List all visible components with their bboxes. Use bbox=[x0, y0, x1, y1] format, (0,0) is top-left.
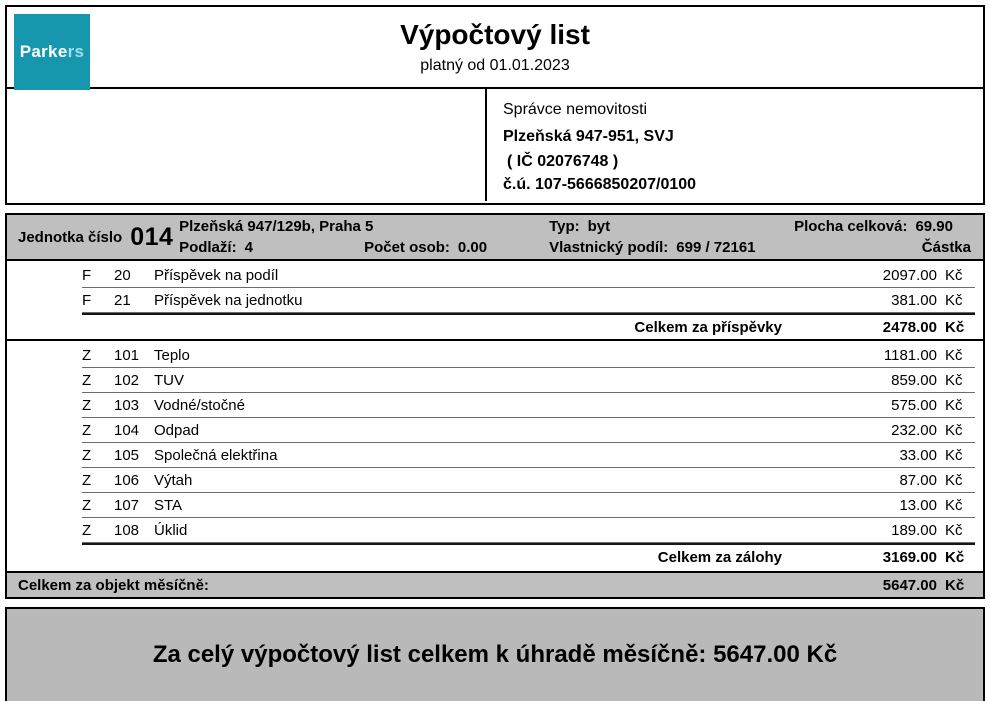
validity-date: platný od 01.01.2023 bbox=[420, 57, 570, 74]
row-currency: Kč bbox=[945, 521, 963, 539]
row-currency: Kč bbox=[945, 291, 963, 309]
recipient-empty-cell bbox=[7, 89, 487, 201]
property-manager-cell bbox=[487, 89, 983, 201]
row-code: 20 bbox=[114, 266, 131, 284]
table-row bbox=[82, 418, 975, 443]
row-label: Úklid bbox=[154, 521, 188, 539]
advances-total-amount: 3169.00 bbox=[882, 548, 937, 566]
row-amount: 232.00 bbox=[891, 421, 937, 439]
row-currency: Kč bbox=[945, 371, 963, 389]
row-code: 21 bbox=[114, 291, 131, 309]
table-row bbox=[82, 393, 975, 418]
table-row bbox=[82, 493, 975, 518]
row-label: Odpad bbox=[154, 421, 200, 439]
contributions-section bbox=[7, 261, 983, 341]
row-currency: Kč bbox=[945, 471, 963, 489]
advances-section bbox=[7, 341, 983, 569]
row-amount: 87.00 bbox=[899, 471, 937, 489]
row-code: 105 bbox=[114, 446, 140, 464]
object-total-label: Celkem za objekt měsíčně: bbox=[18, 576, 209, 594]
row-amount: 1181.00 bbox=[883, 346, 937, 364]
row-flag: Z bbox=[82, 521, 92, 539]
row-label: Teplo bbox=[154, 346, 190, 364]
row-code: 107 bbox=[114, 496, 140, 514]
row-flag: Z bbox=[82, 346, 92, 364]
row-amount: 33.00 bbox=[899, 446, 937, 464]
row-flag: Z bbox=[82, 396, 92, 414]
unit-details bbox=[179, 216, 983, 258]
manager-registration: ( IČ 02076748 ) bbox=[507, 153, 619, 170]
row-currency: Kč bbox=[945, 346, 963, 364]
manager-row bbox=[7, 89, 983, 201]
object-total-currency: Kč bbox=[945, 576, 965, 594]
row-flag: Z bbox=[82, 496, 92, 514]
row-code: 108 bbox=[114, 521, 140, 539]
unit-details-line2 bbox=[179, 237, 983, 258]
unit-type: Typ: byt bbox=[549, 218, 611, 235]
unit-number: 014 bbox=[130, 222, 174, 251]
manager-name: Plzeňská 947-951, SVJ bbox=[503, 128, 674, 145]
row-label: Výtah bbox=[154, 471, 193, 489]
row-flag: F bbox=[82, 291, 92, 309]
table-row bbox=[82, 368, 975, 393]
object-total-band bbox=[7, 571, 983, 597]
table-row bbox=[82, 518, 975, 543]
contributions-total-row bbox=[82, 313, 975, 339]
row-amount: 189.00 bbox=[891, 521, 937, 539]
row-code: 106 bbox=[114, 471, 140, 489]
unit-header-band bbox=[7, 215, 983, 261]
row-code: 102 bbox=[114, 371, 140, 389]
table-row bbox=[82, 468, 975, 493]
row-label: STA bbox=[154, 496, 183, 514]
row-currency: Kč bbox=[945, 396, 963, 414]
page-title: Výpočtový list bbox=[400, 19, 590, 50]
logo-text: Parke bbox=[19, 42, 68, 61]
row-amount: 13.00 bbox=[899, 496, 937, 514]
amount-column-header: Částka bbox=[921, 239, 971, 256]
row-currency: Kč bbox=[945, 266, 963, 284]
advances-total-currency: Kč bbox=[945, 548, 965, 566]
table-row bbox=[82, 443, 975, 468]
grand-total-text: Za celý výpočtový list celkem k úhradě měsíčně: 5647.00 Kč bbox=[152, 641, 838, 668]
table-row bbox=[82, 263, 975, 288]
unit-persons: Počet osob: 0.00 bbox=[364, 239, 488, 256]
header-box bbox=[5, 5, 985, 205]
contributions-total-amount: 2478.00 bbox=[882, 318, 937, 336]
row-label: Společná elektřina bbox=[154, 446, 278, 464]
row-currency: Kč bbox=[945, 421, 963, 439]
row-label: Vodné/stočné bbox=[154, 396, 245, 414]
row-amount: 575.00 bbox=[891, 396, 937, 414]
unit-id bbox=[7, 223, 179, 252]
row-currency: Kč bbox=[945, 446, 963, 464]
row-flag: Z bbox=[82, 421, 92, 439]
advances-total-row bbox=[82, 543, 975, 569]
row-flag: Z bbox=[82, 446, 92, 464]
manager-label: Správce nemovitosti bbox=[503, 101, 648, 118]
logo-text-accent: rs bbox=[67, 42, 85, 61]
row-code: 104 bbox=[114, 421, 140, 439]
calculation-sheet bbox=[0, 5, 990, 701]
contributions-total-label: Celkem za příspěvky bbox=[634, 318, 782, 336]
row-amount: 2097.00 bbox=[882, 266, 937, 284]
row-amount: 859.00 bbox=[891, 371, 937, 389]
manager-account: č.ú. 107-5666850207/0100 bbox=[503, 176, 697, 193]
row-flag: Z bbox=[82, 471, 92, 489]
unit-floor: Podlaží: 4 bbox=[179, 239, 253, 256]
advances-total-label: Celkem za zálohy bbox=[657, 548, 782, 566]
table-row bbox=[82, 288, 975, 313]
grand-total-box bbox=[5, 607, 985, 701]
row-flag: Z bbox=[82, 371, 92, 389]
parkers-logo bbox=[14, 14, 90, 90]
object-total-amount: 5647.00 bbox=[882, 576, 937, 594]
unit-address: Plzeňská 947/129b, Praha 5 bbox=[179, 218, 374, 235]
unit-label: Jednotka číslo bbox=[18, 228, 123, 246]
row-label: Příspěvek na podíl bbox=[154, 266, 279, 284]
unit-details-line1 bbox=[179, 216, 983, 237]
row-label: Příspěvek na jednotku bbox=[154, 291, 303, 309]
row-flag: F bbox=[82, 266, 92, 284]
row-label: TUV bbox=[154, 371, 184, 389]
row-code: 101 bbox=[114, 346, 140, 364]
row-amount: 381.00 bbox=[891, 291, 937, 309]
charges-table bbox=[5, 213, 985, 599]
row-code: 103 bbox=[114, 396, 140, 414]
contributions-total-currency: Kč bbox=[945, 318, 965, 336]
title-row bbox=[7, 7, 983, 89]
table-row bbox=[82, 343, 975, 368]
unit-ownership-share: Vlastnický podíl: 699 / 72161 bbox=[549, 239, 756, 256]
row-currency: Kč bbox=[945, 496, 963, 514]
unit-total-area: Plocha celková: 69.90 bbox=[794, 218, 953, 235]
